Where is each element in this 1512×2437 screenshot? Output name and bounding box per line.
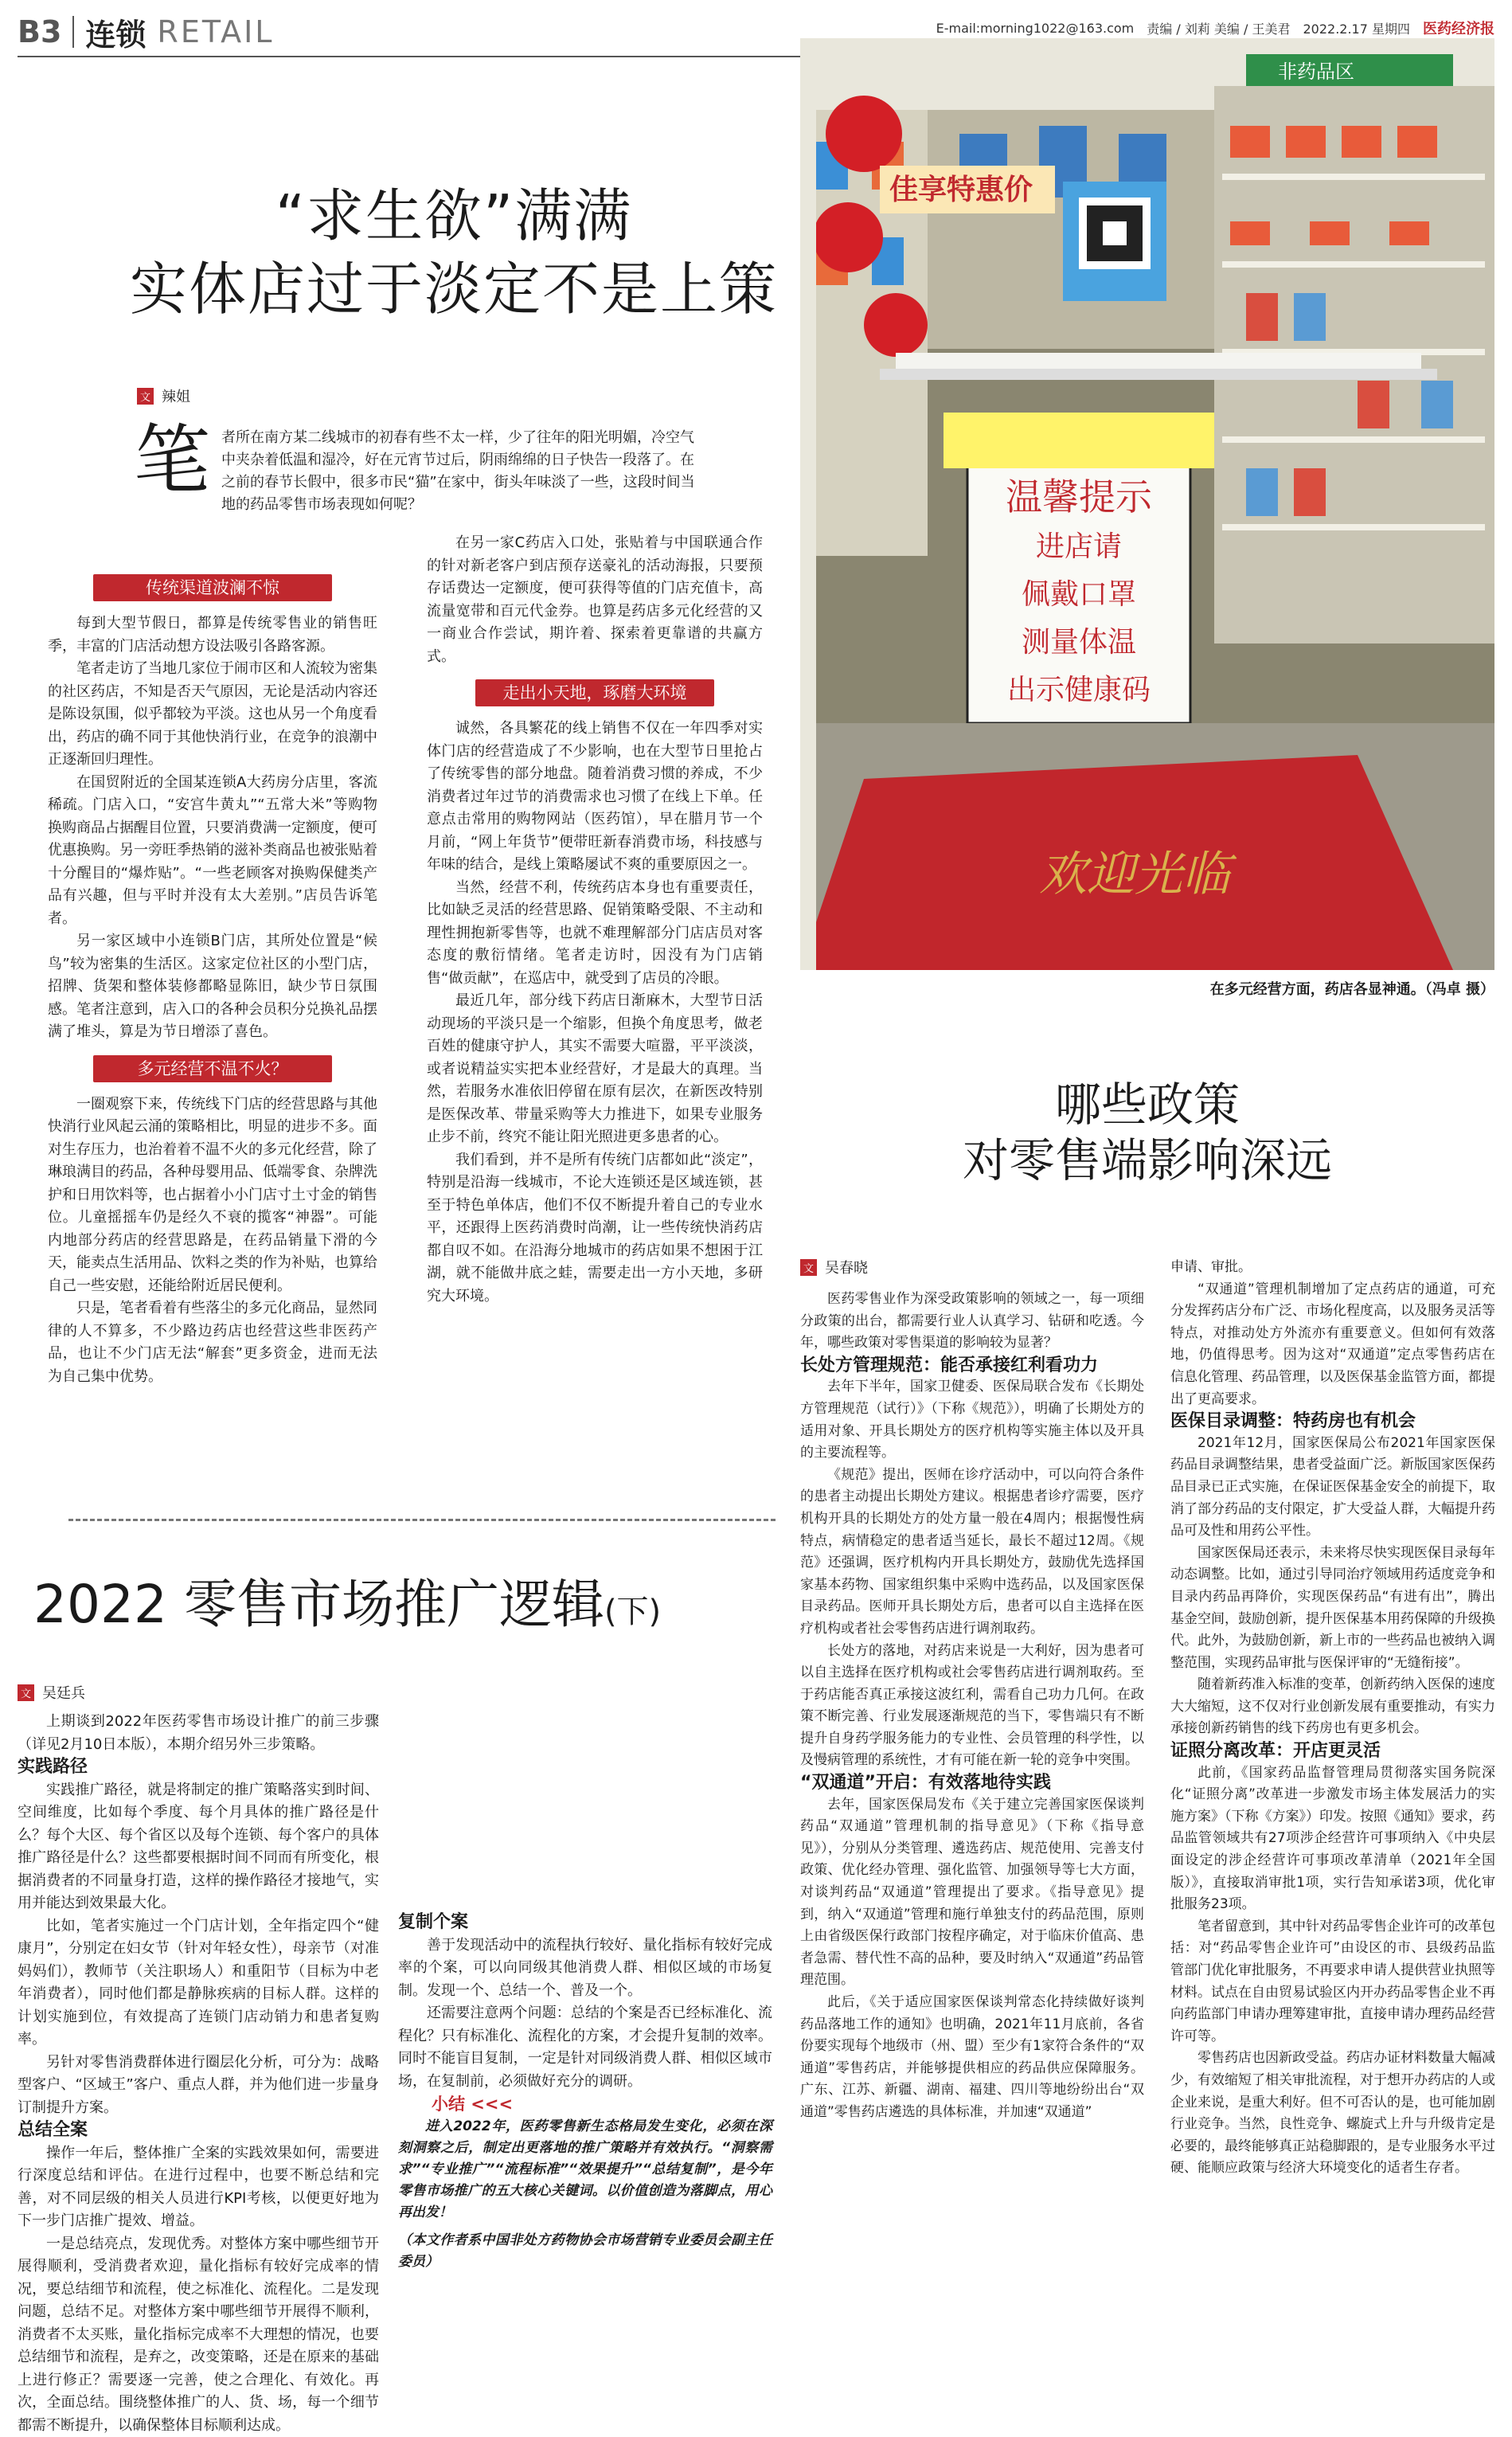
paragraph: 操作一年后，整体推广全案的实践效果如何，需要进行深度总结和评估。在进行过程中，也要不断总结和完善，对不同层级的相关人员进行KPI考核，以便更好地为下一步门店推广提效、增益。 [18,2142,379,2233]
article1-byline [137,385,190,406]
section-name: 连锁 [85,10,146,54]
paragraph: 零售药店也因新政受益。药店办证材料数量大幅减少，有效缩短了相关审批流程，对于想开办药店的人或企业来说，是重大利好。但不可否认的是，也可能加剧行业竞争。当然，良性竞争、螺旋式上升与升级肯定是必要的，最终能够真正站稳脚跟的，是专业服务水平过硬、能顺应政策与经济大环境变化的适者生存者。 [1170,2048,1495,2180]
paragraph: 申请、审批。 [1170,1257,1495,1279]
photo-caption: 在多元经营方面，药店各显神通。（冯卓 摄） [800,978,1494,999]
article2-title-main: 2022 零售市场推广逻辑 [33,1574,604,1635]
article1-title-line1: “求生欲”满满 [111,179,796,252]
paragraph: 笔者留意到，其中针对药品零售企业许可的改革包括：对“药品零售企业许可”由设区的市、县级药品监管部门优化审批服务，不再要求申请人提供营业执照等材料。试点在自由贸易试验区内开办药品零售企业不再向药监部门申请办理筹建审批，直接申请办理药品经营许可等。 [1170,1916,1495,2048]
article3-column-1 [800,1289,1144,2124]
sign-line-4: 出示健康码 [1007,674,1151,706]
paragraph: 只是，笔者看着有些落尘的多元化商品，显然同律的人不算多，不少路边药店也经营这些非医药产品，也让不少门店无法“解套”更多资金，进而无法为自己集中优势。 [48,1297,377,1388]
issue-date: 2022.2.17 星期四 [1303,19,1410,37]
summary-heading: 小结 <<< [398,2093,772,2116]
article3-title [800,1077,1494,1188]
header-divider [72,16,74,48]
paragraph: 一是总结亮点，发现优秀。对整体方案中哪些细节开展得顺利，受消费者欢迎，量化指标有较好完成率的情况，要总结细节和流程，使之标准化、流程化。二是发现问题，总结不足。对整体方案中哪些细节开展得不顺利，消费者不太买账，量化指标完成率不大理想的情况，也要总结细节和流程，是弃之，改变策略，还是在原来的基础上进行修正？需要逐一完善，使之合理化、有效化。再次，全面总结。围绕整体推广的人、货、场，每一个细节都需不断提升，以确保整体目标顺利达成。 [18,2233,379,2437]
subheading-copy-case: 复制个案 [398,1911,772,1934]
section-separator [68,1519,776,1521]
paragraph: 在国贸附近的全国某连锁A大药房分店里，客流稀疏。门店入口，“安宫牛黄丸”“五常大米”等购物换购商品占据醒目位置，只要消费满一定额度，便可优惠换购。另一旁旺季热销的滋补类商品也被张贴着十分醒目的“爆炸贴”。“一些老顾客对换购保健类产品有兴趣，但与平时并没有太大差别。”店员告诉笔者。 [48,772,377,931]
paragraph: 我们看到，并不是所有传统门店都如此“淡定”，特别是沿海一线城市，不论大连锁还是区域连锁，甚至于特色单体店，他们不仅不断提升着自己的专业水平，还跟得上医药消费时尚潮，让一些传统快消药店都自叹不如。在沿海分地城市的药店如果不想困于江湖，就不能做井底之蛙，需要走出一方小天地，多研究大环境。 [427,1149,763,1308]
paragraph: 2021年12月，国家医保局公布2021年国家医保药品目录调整结果，患者受益面广泛。新版国家医保药品目录已正式实施，在保证医保基金安全的前提下，取消了部分药品的支付限定，扩大受益人群，大幅提升药品可及性和用药公平性。 [1170,1433,1495,1543]
editors: 责编 / 刘莉 美编 / 王美君 [1147,19,1290,37]
author-tag: 文 [800,1259,817,1276]
article2-title-suffix: (下) [604,1594,661,1630]
author-name: 吴春晓 [825,1257,868,1277]
paragraph: 善于发现活动中的流程执行较好、量化指标有较好完成率的个案，可以向同级其他消费人群、相似区域的市场复制。发现一个、总结一个、普及一个。 [398,1934,772,2003]
paragraph: 还需要注意两个问题：总结的个案是否已经标准化、流程化？只有标准化、流程化的方案，才会提升复制的效率。同时不能盲目复制，一定是针对同级消费人群、相似区域市场，在复制前，必须做好充分的调研。 [398,2002,772,2093]
article3-byline [800,1257,868,1277]
paragraph: 长处方的落地，对药店来说是一大利好，因为患者可以自主选择在医疗机构或社会零售药店进行调剂取药。至于药店能否真正承接这波红利，需看自己功力几何。在政策不断完善、行业发展逐渐规范的当下，零售端只有不断提升自身药学服务能力的专业性、会员管理的科学性，以及慢病管理的系统性，才有可能在新一轮的竞争中突围。 [800,1641,1144,1773]
sign-line-2: 佩戴口罩 [1022,578,1136,611]
paragraph: 此前，《国家药品监督管理局贯彻落实国务院深化“证照分离”改革进一步激发市场主体发展活力的实施方案》（下称《方案》）印发。按照《通知》要求，药品监管领域共有27项涉企经营许可事项纳入《中央层面设定的涉企经营许可事项改革清单（2021年全国版）》，直接取消审批1项，实行告知承诺3项，优化审批服务23项。 [1170,1762,1495,1916]
subheading-practice-path: 实践路径 [18,1756,379,1779]
subheading-summary-plan: 总结全案 [18,2119,379,2142]
page-number: B3 [18,14,61,49]
article1-lead: 者所在南方某二线城市的初春有些不太一样，少了往年的阳光明媚，冷空气中夹杂着低温和湿冷，好在元宵节过后，阴雨绵绵的日子快告一段落了。在之前的春节长假中，很多市民“猫”在家中，街头年味淡了一些，这段时间当地的药品零售市场表现如何呢？ [221,427,699,516]
paragraph: 比如，笔者实施过一个门店计划，全年指定四个“健康月”，分别定在妇女节（针对年轻女性），母亲节（对准妈妈们），教师节（关注职场人）和重阳节（目标为中老年消费者），同时他们都是静脉疾病的目标人群。这样的计划实施到位，有效提高了连锁门店动销力和患者复购率。 [18,1915,379,2052]
paragraph: 另针对零售消费群体进行圈层化分析，可分为：战略型客户、“区域王”客户、重点人群，并为他们进一步量身订制提升方案。 [18,2052,379,2120]
subheading-1: 传统渠道波澜不惊 [93,574,332,601]
pharmacy-photo [800,38,1494,970]
subheading-insurance-catalog: 医保目录调整：特药房也有机会 [1170,1410,1495,1433]
dropcap: 笔 [134,421,210,500]
paragraph: “双通道”管理机制增加了定点药店的通道，可充分发挥药店分布广泛、市场化程度高，以及服务灵活等特点，对推动处方外流亦有重要意义。但如何有效落地，仍值得思考。因为这对“双通道”定点零售药店在信息化管理、药品管理，以及医保基金监管方面，都提出了更高要求。 [1170,1279,1495,1411]
article3-column-2 [1170,1257,1495,2180]
article2-title [33,1573,661,1644]
paragraph: 去年下半年，国家卫健委、医保局联合发布《长期处方管理规范（试行）》（下称《规范》），明确了长期处方的适用对象、开具长期处方的医疗机构等实施主体以及开具的主要流程等。 [800,1376,1144,1464]
subheading-3: 走出小天地，琢磨大环境 [475,679,714,706]
article3-title-line2: 对零售端影响深远 [800,1132,1494,1188]
sign-main-text: 温馨提示 [1006,475,1153,518]
article1-column-1 [48,569,377,1388]
article1-title-line2: 实体店过于淡定不是上策 [111,252,796,326]
subheading-long-prescription: 长处方管理规范：能否承接红利看功力 [800,1355,1144,1377]
summary-text: 进入2022年，医药零售新生态格局发生变化，必须在深刻洞察之后，制定出更落地的推广策略并有效执行。“洞察需求”“专业推广”“流程标准”“效果提升”“总结复制”，是今年零售市场推广的五大核心关键词。以价值创造为落脚点，用心再出发！ [398,2116,772,2224]
article2-byline [18,1682,85,1703]
author-tag: 文 [18,1684,34,1701]
paragraph: 当然，经营不利，传统药店本身也有重要责任，比如缺乏灵活的经营思路、促销策略受限、不主动和理性拥抱新零售等，也就不难理解部分门店店员对客态度的敷衍情绪。笔者走访时，因没有为门店销售“做贡献”，在巡店中，就受到了店员的冷眼。 [427,877,763,991]
paragraph: 实践推广路径，就是将制定的推广策略落实到时间、空间维度，比如每个季度、每个月具体的推广路径是什么？每个大区、每个省区以及每个连锁、每个客户的具体推广路径是什么？这些都要根据时间不同而有所变化，根据消费者的不同量身打造，这样的操作路径才接地气，实用并能达到效果最大化。 [18,1779,379,1915]
author-name: 辣姐 [162,385,190,406]
subheading-dual-channel: “双通道”开启：有效落地待实践 [800,1772,1144,1794]
section-name-en: RETAIL [157,14,274,49]
paragraph: 随着新药准入标准的变革，创新药纳入医保的速度大大缩短，这不仅对行业创新发展有重要推动，有实力承接创新药销售的线下药房也有更多机会。 [1170,1674,1495,1740]
photo-illustration [800,38,1494,970]
paragraph: 每到大型节假日，都算是传统零售业的销售旺季，丰富的门店活动想方设法吸引各路客源。 [48,612,377,658]
article1-title [111,179,796,326]
article2-column-2 [398,1911,772,2273]
article2-column-1 [18,1711,379,2437]
sign-line-1: 进店请 [1036,530,1122,563]
paragraph: 笔者走访了当地几家位于闹市区和人流较为密集的社区药店，不知是否天气原因，无论是活动内容还是陈设氛围，似乎都较为平淡。这也从另一个角度看出，药店的确不同于其他快消行业，在竞争的浪潮中正逐渐回归理性。 [48,658,377,772]
author-tag: 文 [137,388,154,405]
header-meta [936,18,1494,38]
banner-text: 佳享特惠价 [889,174,1033,206]
author-name: 吴廷兵 [42,1682,85,1703]
paragraph: 此后，《关于适应国家医保谈判常态化持续做好谈判药品落地工作的通知》也明确，2021年11月底前，各省份要实现每个地级市（州、盟）至少有1家符合条件的“双通道”零售药店，并能够提供相应的药品供应保障服务。广东、江苏、新疆、湖南、福建、四川等地纷纷出台“双通道”零售药店遴选的具体标准，并加速“双通道” [800,1992,1144,2124]
sign-line-3: 测量体温 [1022,626,1136,659]
newspaper-logo: 医药经济报 [1423,18,1494,38]
paragraph: 《规范》提出，医师在诊疗活动中，可以向符合条件的患者主动提出长期处方建议。根据患者诊疗需要，医疗机构开具的长期处方的处方量一般在4周内；根据慢性病特点，病情稳定的患者适当延长，最长不超过12周。《规范》还强调，医疗机构内开具长期处方，鼓励优先选择国家基本药物、国家组织集中采购中选药品，以及国家医保目录药品。医师开具长期处方后，患者可以自主选择在医疗机构或者社会零售药店进行调剂取药。 [800,1465,1144,1641]
paragraph: 上期谈到2022年医药零售市场设计推广的前三步骤（详见2月10日本版），本期介绍另外三步策略。 [18,1711,379,1756]
paragraph: 一圈观察下来，传统线下门店的经营思路与其他快消行业风起云涌的策略相比，明显的进步不多。面对生存压力，也治着着不温不火的多元化经营，除了琳琅满目的药品，各种母婴用品、低端零食、杂牌洗护和日用饮料等，也占据着小小门店寸土寸金的销售位。儿童摇摇车仍是经久不衰的揽客“神器”。可能内地部分药店的经营思路是，在药品销量下滑的今天，能卖点生活用品、饮料之类的作为补贴，也算给自己一些安慰，还能给附近居民便利。 [48,1093,377,1298]
page-header [18,11,274,53]
shelf-sign-text: 非药品区 [1278,61,1354,83]
paragraph: 另一家区域中小连锁B门店，其所处位置是“候鸟”较为密集的生活区。这家定位社区的小型门店，招牌、货架和整体装修都略显陈旧，缺少节日氛围感。笔者注意到，店入口的各种会员积分兑换礼品摆满了堆头，算是为节日增添了喜色。 [48,930,377,1044]
paragraph: 诚然，各具繁花的线上销售不仅在一年四季对实体门店的经营造成了不少影响，也在大型节日里抢占了传统零售的部分地盘。随着消费习惯的养成，不少消费者过年过节的消费需求也习惯了在线上下单。任意点击常用的购物网站（医药馆），早在腊月节一个月前，“网上年货节”便带旺新春消费市场，科技感与年味的结合，是线上策略屡试不爽的重要原因之一。 [427,718,763,877]
subheading-2: 多元经营不温不火？ [93,1055,332,1082]
paragraph: 最近几年，部分线下药店日渐麻木，大型节日活动现场的平淡只是一个缩影，但换个角度思考，做老百姓的健康守护人，其实不需要大喧嚣，平平淡淡，或者说精益实实把本业经营好，才是最大的真理。当然，若服务水准依旧停留在原有层次，在新医改特别是医保改革、带量采购等大力推进下，如果专业服务止步不前，终究不能让阳光照进更多患者的心。 [427,990,763,1149]
mat-text: 欢迎光临 [1039,847,1237,902]
contact-email: E-mail:morning1022@163.com [936,21,1135,36]
article1-column-2 [427,532,763,1308]
paragraph: 国家医保局还表示，未来将尽快实现医保目录每年动态调整。比如，通过引导同治疗领域用药适度竞争和目录内药品再降价，实现医保药品“有进有出”，腾出基金空间，鼓励创新，提升医保基本用药保障的升级换代。此外，为鼓励创新，新上市的一些药品也被纳入调整范围，实现药品审批与医保评审的“无缝衔接”。 [1170,1543,1495,1675]
author-note: （本文作者系中国非处方药物协会市场营销专业委员会副主任委员） [398,2230,772,2273]
article3-title-line1: 哪些政策 [800,1077,1494,1132]
paragraph: 医药零售业作为深受政策影响的领域之一，每一项细分政策的出台，都需要行业人认真学习、钻研和吃透。今年，哪些政策对零售渠道的影响较为显著？ [800,1289,1144,1355]
subheading-license-reform: 证照分离改革：开店更灵活 [1170,1740,1495,1762]
paragraph: 在另一家C药店入口处，张贴着与中国联通合作的针对新老客户到店预存送豪礼的活动海报，只要预存话费达一定额度，便可获得等值的门店充值卡，高流量宽带和百元代金券。也算是药店多元化经营的又一商业合作尝试，期许着、探索着更靠谱的共赢方式。 [427,532,763,668]
paragraph: 去年，国家医保局发布《关于建立完善国家医保谈判药品“双通道”管理机制的指导意见》（下称《指导意见》），分别从分类管理、遴选药店、规范使用、完善支付政策、优化经办管理、强化监管、加强领导等七大方面，对谈判药品“双通道”管理提出了要求。《指导意见》提到，纳入“双通道”管理和施行单独支付的药品范围，原则上由省级医保行政部门按程序确定，对于临床价值高、患者急需、替代性不高的品种，要及时纳入“双通道”药品管理范围。 [800,1794,1144,1992]
